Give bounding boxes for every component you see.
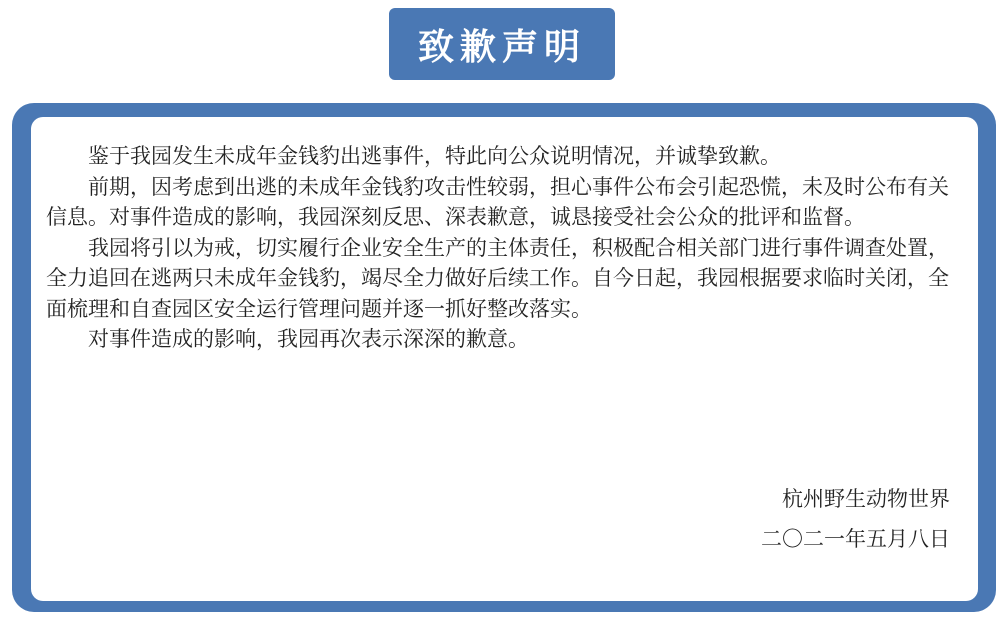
signature-block (761, 484, 950, 554)
document-body (46, 141, 956, 355)
document-title: 致歉声明 (417, 26, 586, 68)
signature-date: 二〇二一年五月八日 (761, 527, 950, 551)
paragraph-3: 我园将引以为戒，切实履行企业安全生产的主体责任，积极配合相关部门进行事件调查处置，全力追回在逃两只未成年金钱豹，竭尽全力做好后续工作。自今日起，我园根据要求临时关闭，全面梳理和自查园区安全运行管理问题并逐一抓好整改落实。 (46, 235, 949, 321)
paragraph-2: 前期，因考虑到出逃的未成年金钱豹攻击性较弱，担心事件公布会引起恐慌，未及时公布有关信息。对事件造成的影响，我园深刻反思、深表歉意，诚恳接受社会公众的批评和监督。 (46, 174, 949, 229)
signature-org: 杭州野生动物世界 (782, 487, 950, 511)
paragraph-4: 对事件造成的影响，我园再次表示深深的歉意。 (88, 327, 529, 351)
paragraph-1: 鉴于我园发生未成年金钱豹出逃事件，特此向公众说明情况，并诚挚致歉。 (88, 144, 781, 168)
title-banner (389, 8, 615, 80)
